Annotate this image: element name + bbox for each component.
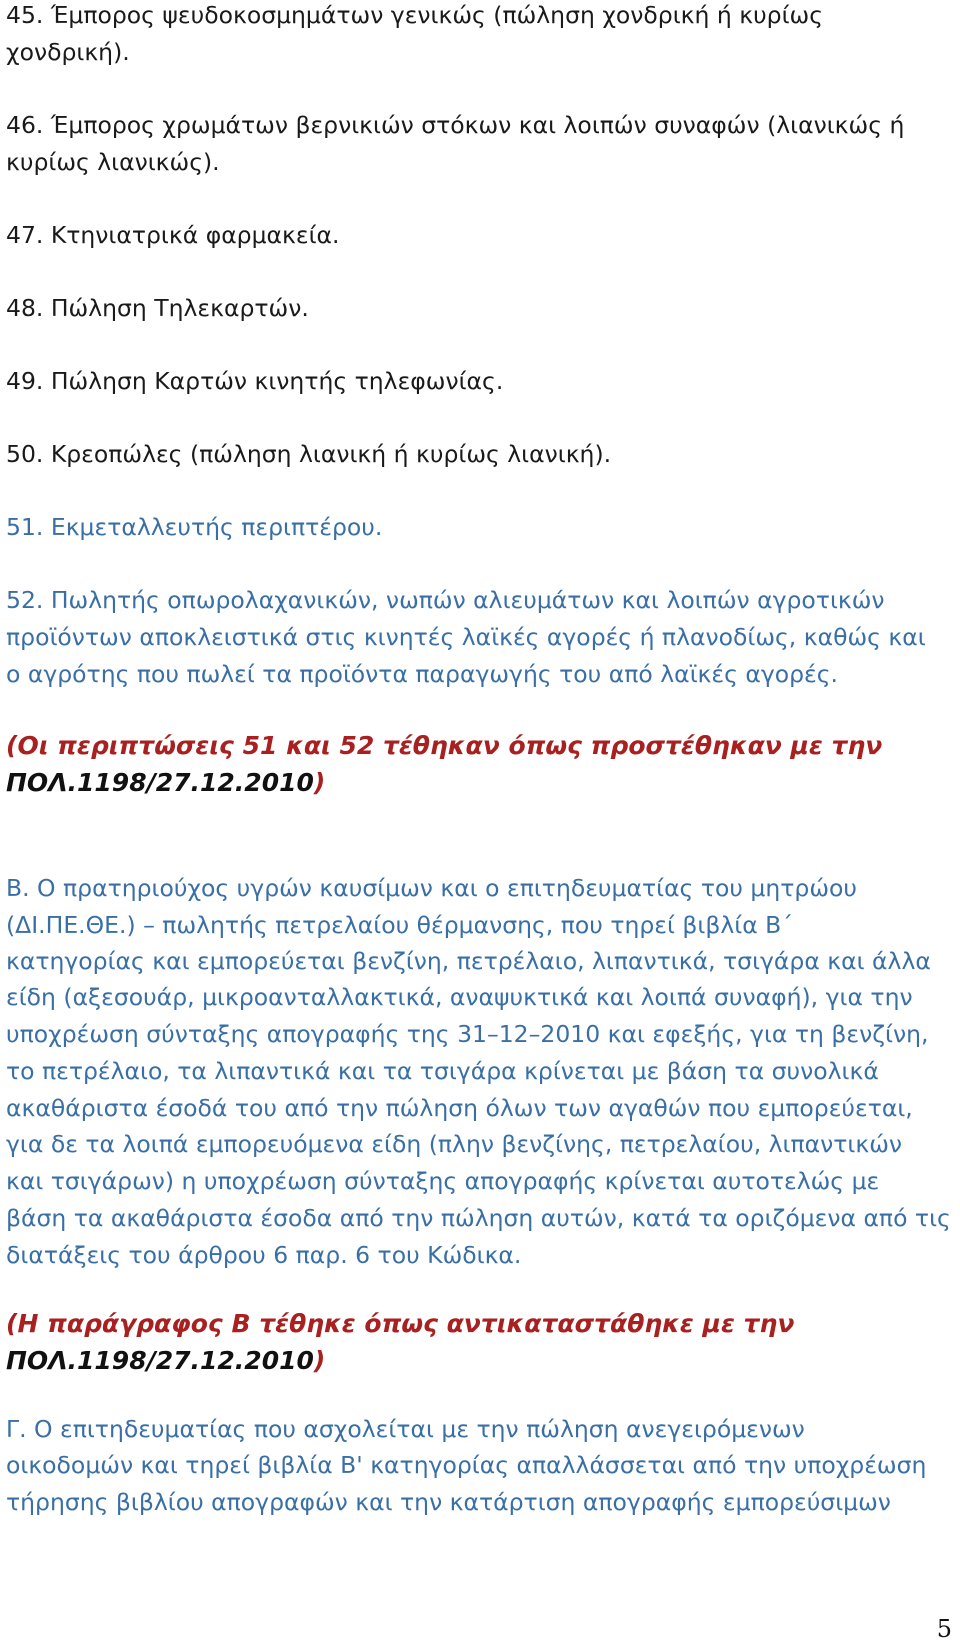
- amendment-note-1-line-2: [6, 768, 325, 798]
- paragraph-b-line-2: (ΔΙ.ΠΕ.ΘΕ.) – πωλητής πετρελαίου θέρμανσης, που τηρεί βιβλία Β΄: [6, 911, 794, 939]
- amendment-note-1-line-1: [6, 731, 882, 761]
- paragraph-g-line-3: τήρησης βιβλίου απογραφών και την κατάρτιση απογραφής εμπορεύσιμων: [6, 1488, 891, 1516]
- paragraph-b-line-9: και τσιγάρων) η υποχρέωση σύνταξης απογραφής κρίνεται αυτοτελώς με: [6, 1167, 880, 1195]
- paragraph-b-line-1: Β. Ο πρατηριούχος υγρών καυσίμων και ο επιτηδευματίας του μητρώου: [6, 874, 857, 902]
- list-item-51: 51. Εκμεταλλευτής περιπτέρου.: [6, 513, 383, 541]
- note-open-paren: (: [6, 731, 18, 760]
- paragraph-g-line-2: οικοδομών και τηρεί βιβλία Β' κατηγορίας απαλλάσσεται από την υποχρέωση: [6, 1451, 927, 1479]
- paragraph-b-line-4: είδη (αξεσουάρ, μικροανταλλακτικά, αναψυκτικά και λοιπά συναφή), για την: [6, 983, 913, 1011]
- paragraph-b-line-10: βάση τα ακαθάριστα έσοδα από την πώληση αυτών, κατά τα οριζόμενα από τις: [6, 1204, 951, 1232]
- list-item-45-line-1: 45. Έμπορος ψευδοκοσμημάτων γενικώς (πώληση χονδρική ή κυρίως: [6, 1, 824, 29]
- amendment-note-2-line-2: [6, 1346, 325, 1376]
- list-item-52-line-1: 52. Πωλητής οπωρολαχανικών, νωπών αλιευμάτων και λοιπών αγροτικών: [6, 586, 885, 614]
- paragraph-g-line-1: Γ. Ο επιτηδευματίας που ασχολείται με την πώληση ανεγειρόμενων: [6, 1415, 805, 1443]
- list-item-46-line-2: κυρίως λιανικώς).: [6, 148, 220, 176]
- note-close-paren: ): [313, 1346, 326, 1375]
- paragraph-b-line-3: κατηγορίας και εμπορεύεται βενζίνη, πετρέλαιο, λιπαντικά, τσιγάρα και άλλα: [6, 947, 931, 975]
- note-reference: ΠΟΛ.1198/27.12.2010: [6, 1346, 314, 1375]
- list-item-49: 49. Πώληση Καρτών κινητής τηλεφωνίας.: [6, 367, 504, 395]
- note-close-paren: ): [313, 768, 326, 797]
- list-item-48: 48. Πώληση Τηλεκαρτών.: [6, 294, 309, 322]
- list-item-52-line-3: ο αγρότης που πωλεί τα προϊόντα παραγωγής του από λαϊκές αγορές.: [6, 660, 839, 688]
- paragraph-b-line-5: υποχρέωση σύνταξης απογραφής της 31–12–2010 και εφεξής, για τη βενζίνη,: [6, 1020, 929, 1048]
- amendment-note-2-line-1: [6, 1309, 794, 1339]
- paragraph-b-line-8: για δε τα λοιπά εμπορευόμενα είδη (πλην βενζίνης, πετρελαίου, λιπαντικών: [6, 1130, 903, 1158]
- note-text: Η παράγραφος Β τέθηκε όπως αντικαταστάθηκε με την: [17, 1309, 795, 1338]
- list-item-46-line-1: 46. Έμπορος χρωμάτων βερνικιών στόκων και λοιπών συναφών (λιανικώς ή: [6, 111, 905, 139]
- list-item-52-line-2: προϊόντων αποκλειστικά στις κινητές λαϊκές αγορές ή πλανοδίως, καθώς και: [6, 623, 926, 651]
- list-item-50: 50. Κρεοπώλες (πώληση λιανική ή κυρίως λιανική).: [6, 440, 612, 468]
- page-number: 5: [936, 1615, 952, 1643]
- paragraph-b-line-6: το πετρέλαιο, τα λιπαντικά και τα τσιγάρα κρίνεται με βάση τα συνολικά: [6, 1057, 879, 1085]
- paragraph-b-line-7: ακαθάριστα έσοδά του από την πώληση όλων των αγαθών που εμπορεύεται,: [6, 1094, 913, 1122]
- note-text: Οι περιπτώσεις 51 και 52 τέθηκαν όπως προστέθηκαν με την: [17, 731, 883, 760]
- list-item-45-line-2: χονδρική).: [6, 38, 130, 66]
- list-item-47: 47. Κτηνιατρικά φαρμακεία.: [6, 221, 340, 249]
- note-open-paren: (: [6, 1309, 18, 1338]
- note-reference: ΠΟΛ.1198/27.12.2010: [6, 768, 314, 797]
- paragraph-b-line-11: διατάξεις του άρθρου 6 παρ. 6 του Κώδικα.: [6, 1241, 522, 1269]
